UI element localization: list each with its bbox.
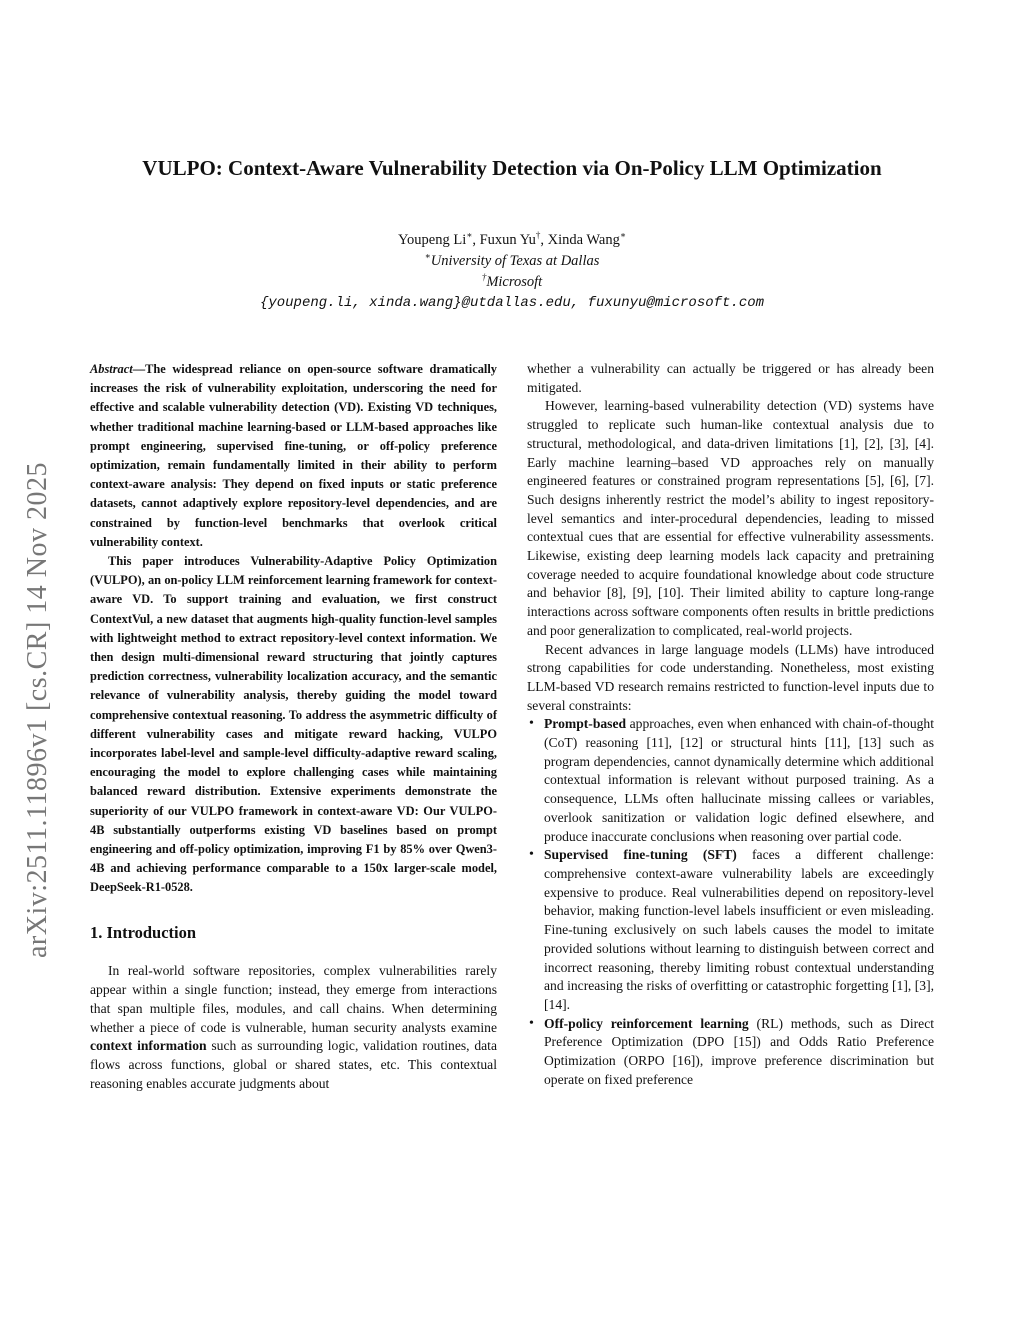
abstract [90,360,497,898]
abstract-paragraph-1 [90,360,497,552]
intro-paragraph-1 [90,962,497,1093]
intro-text: such as surrounding logic, validation routines, data flows across functions, global or shared states, etc. This contextual reasoning enables accurate judgments about [90,1038,497,1091]
list-item-term: Off-policy reinforcement learning [544,1015,749,1031]
author-name: Youpeng Li [398,232,467,248]
author-block [0,230,1024,314]
list-item-text: faces a different challenge: comprehensive context-aware vulnerability labels are exceedingly expensive to produce. Real vulnerabilities depend on repository-level behavior, making function-level labels insufficient or even misleading. Fine-tuning exclusively on such labels causes the model to imitate provided solutions without learning to distinguish between correct and incorrect reasoning, thereby limiting robust contextual understanding and increasing the risks of overfitting or catastrophic forgetting [1], [3], [14]. [544,847,934,1012]
author-separator: , [540,232,548,248]
affiliation-name: Microsoft [486,274,543,290]
author-separator: , [472,232,480,248]
author-name: Fuxun Yu [479,232,536,248]
affiliation-1 [0,251,1024,272]
intro-paragraph-continued: whether a vulnerability can actually be triggered or has already been mitigated. [527,361,934,395]
affiliation-mark: ∗ [424,251,431,262]
abstract-text-1: —The widespread reliance on open-source software dramatically increases the risk of vulnerability exploitation, underscoring the need for effective and scalable vulnerability detection (VD). Existing VD techniques, whether traditional machine learning-based or LLM-based approaches like prompt engineering, supervised fine-tuning, or off-policy preference optimization, remain fundamentally limited in their ability to perform context-aware analysis: They depend on fixed inputs or static preference datasets, cannot adaptively explore repository-level dependencies, and are constrained by function-level benchmarks that overlook critical vulnerability context. [90,362,497,549]
left-column [90,360,497,1093]
author-emails: {youpeng.li, xinda.wang}@utdallas.edu, fuxunyu@microsoft.com [259,295,765,311]
author-mark: † [535,230,541,241]
intro-text: In real-world software repositories, complex vulnerabilities rarely appear within a single function; instead, they emerge from interactions that span multiple files, modules, and call chains. When determining whether a piece of code is vulnerable, human security analysts examine [90,963,497,1035]
list-item [527,846,934,1014]
author-name: Xinda Wang [547,232,620,248]
list-item [527,715,934,846]
constraints-list [527,715,934,1089]
abstract-paragraph-2: This paper introduces Vulnerability-Adaptive Policy Optimization (VULPO), an on-policy LLM reinforcement learning framework for context-aware VD. To support training and evaluation, we first construct ContextVul, a new dataset that augments high-quality function-level samples with lightweight method to extract repository-level context information. We then design multi-dimensional reward structuring that jointly captures prediction correctness, vulnerability localization accuracy, and the semantic relevance of vulnerability analysis, thereby guiding the model toward comprehensive contextual reasoning. To address the asymmetric difficulty of different vulnerability cases and mitigate reward hacking, VULPO incorporates label-level and sample-level difficulty-adaptive reward scaling, encouraging the model to explore challenging cases while maintaining balanced reward distribution. Extensive experiments demonstrate the superiority of our VULPO framework in context-aware VD: Our VULPO-4B substantially outperforms existing VD baselines based on prompt engineering and off-policy optimization, improving F1 by 85% over Qwen3-4B and achieving performance comparable to a 150x larger-scale model, DeepSeek-R1-0528. [90,554,497,895]
paper-title: VULPO: Context-Aware Vulnerability Detection via On-Policy LLM Optimization [142,156,882,180]
list-item-term: Prompt-based [544,716,627,732]
right-column [527,360,934,1089]
intro-bold-term: context information [90,1038,207,1054]
intro-body-left [90,962,497,1093]
author-line [0,230,1024,251]
list-item-text: approaches, even when enhanced with chain-of-thought (CoT) reasoning [11], [12] or structural hints [11], [13] such as program dependencies, cannot dynamically determine which additional contextual information is relevant without purposed training. As a consequence, LLMs often hallucinate missing callees or variables, overlook sanitization or validation logic defined elsewhere, and produce inaccurate conclusions when reasoning over partial code. [544,716,934,844]
abstract-label: Abstract [90,362,133,376]
intro-paragraph-3: Recent advances in large language models (LLMs) have introduced strong capabilities for code understanding. Nonetheless, most existing LLM-based VD research remains restricted to function-level inputs due to several constraints: [527,641,934,713]
list-item [527,1015,934,1090]
list-item-text: (RL) methods, such as Direct Preference Optimization (DPO [15]) and Odds Ratio Preference Optimization (ORPO [16]), improve preference discrimination but operate on fixed preference [544,1015,934,1087]
author-mark: ∗ [619,230,626,241]
section-heading-introduction: 1. Introduction [90,922,197,942]
affiliation-mark: † [481,272,487,283]
intro-paragraph-2: However, learning-based vulnerability detection (VD) systems have struggled to replicate such human-like contextual analysis due to structural, methodological, and data-driven limitations [1], [2], [3], [4]. Early machine learning–based VD approaches rely on manually engineered features or constrained program representations [5], [6], [7]. Such designs inherently restrict the model’s ability to ingest repository-level semantics and inter-procedural dependencies, leading to missed contextual cues that are essential for effective vulnerability assessments. Likewise, existing deep learning models lack capacity and pretraining coverage needed to acquire foundational knowledge about code structure and behavior [8], [9], [10]. Their limited ability to capture long-range interactions across software components often results in brittle predictions and poor generalization to complicated, real-world projects. [527,398,934,638]
arxiv-identifier: arXiv:2511.11896v1 [cs.CR] 14 Nov 2025 [22,462,53,958]
list-item-term: Supervised fine-tuning (SFT) [544,847,737,863]
author-mark: ∗ [466,230,473,241]
affiliation-2 [0,272,1024,293]
affiliation-name: University of Texas at Dallas [430,253,600,269]
